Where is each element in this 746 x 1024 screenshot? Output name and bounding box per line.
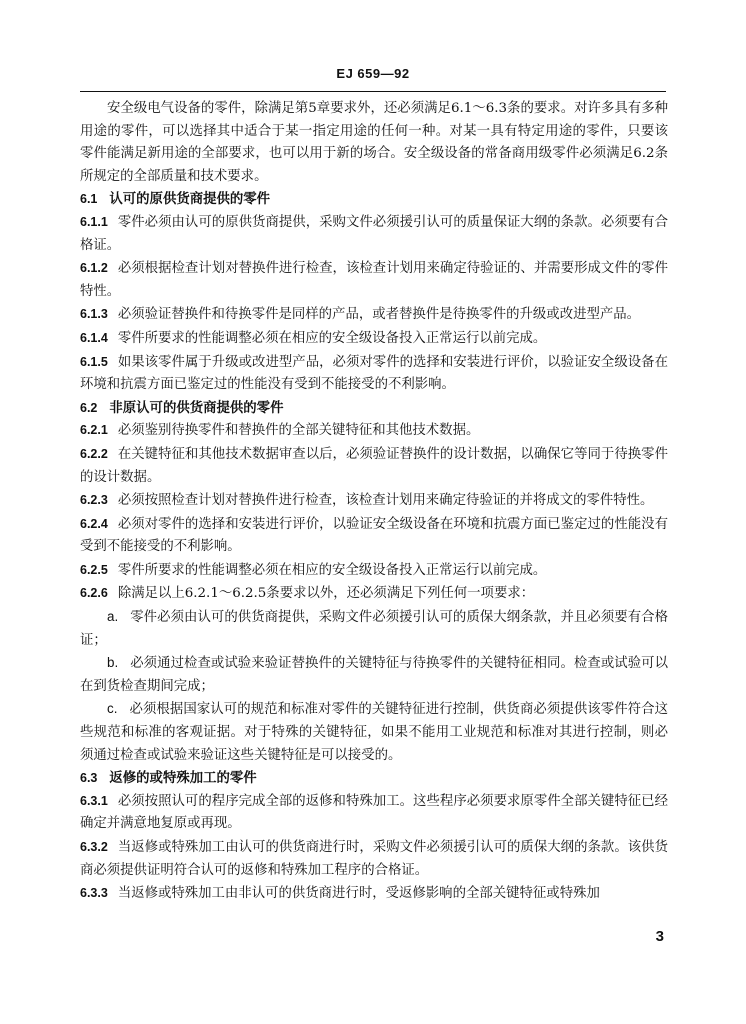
list-item-c bbox=[80, 698, 668, 767]
clause-6-1-1 bbox=[80, 211, 668, 257]
clause-text: 零件所要求的性能调整必须在相应的安全级设备投入正常运行以前完成。 bbox=[117, 562, 547, 578]
section-6-2-heading bbox=[80, 397, 668, 420]
clause-text: 当返修或特殊加工由认可的供货商进行时，采购文件必须援引认可的质保大纲的条款。该供货商必须提供证明符合认可的返修和特殊加工程序的合格证。 bbox=[80, 840, 668, 878]
clause-number: 6.2.3 bbox=[80, 493, 108, 508]
clause-number: 6.2.5 bbox=[80, 562, 108, 577]
clause-6-3-3 bbox=[80, 882, 668, 906]
clause-number: 6.1.5 bbox=[80, 354, 108, 369]
clause-number: 6.3.1 bbox=[80, 793, 108, 808]
section-number: 6.2 bbox=[80, 400, 98, 415]
section-number: 6.1 bbox=[80, 192, 98, 207]
clause-6-1-4 bbox=[80, 327, 668, 351]
clause-number: 6.1.2 bbox=[80, 261, 108, 276]
clause-6-1-2 bbox=[80, 257, 668, 303]
clause-text: 零件所要求的性能调整必须在相应的安全级设备投入正常运行以前完成。 bbox=[117, 330, 547, 346]
clause-6-2-5 bbox=[80, 559, 668, 583]
item-label: c. bbox=[107, 701, 118, 717]
item-label: a. bbox=[107, 609, 119, 625]
intro-paragraph: 安全级电气设备的零件，除满足第5章要求外，还必须满足6.1～6.3条的要求。对许多具有多种用途的零件，可以选择其中适合于某一指定用途的任何一种。对某一具有特定用途的零件，只要该零件能满足新用途的全部要求，也可以用于新的场合。安全级设备的常备商用级零件必须满足6.2条所规定的全部质量和技术要求。 bbox=[80, 101, 668, 184]
section-number: 6.3 bbox=[80, 771, 98, 786]
document-body bbox=[80, 98, 668, 906]
item-label: b. bbox=[107, 655, 119, 671]
clause-number: 6.2.1 bbox=[80, 423, 108, 438]
clause-number: 6.2.4 bbox=[80, 516, 108, 531]
clause-number: 6.2.6 bbox=[80, 586, 108, 601]
clause-number: 6.1.3 bbox=[80, 307, 108, 322]
clause-number: 6.1.1 bbox=[80, 214, 108, 229]
clause-6-2-4 bbox=[80, 513, 668, 559]
section-title: 返修的或特殊加工的零件 bbox=[109, 770, 257, 787]
clause-number: 6.2.2 bbox=[80, 446, 108, 461]
list-item-a bbox=[80, 606, 668, 652]
clause-text: 如果该零件属于升级或改进型产品，必须对零件的选择和安装进行评价，以验证安全级设备在环境和抗震方面已鉴定过的性能没有受到不能接受的不利影响。 bbox=[80, 354, 668, 393]
section-6-1-heading bbox=[80, 188, 668, 211]
item-text: 零件必须由认可的供货商提供，采购文件必须援引认可的质保大纲条款，并且必须要有合格证； bbox=[80, 610, 668, 648]
section-title: 认可的原供货商提供的零件 bbox=[109, 191, 271, 208]
clause-6-2-3 bbox=[80, 489, 668, 513]
document-code-header: EJ 659—92 bbox=[336, 66, 410, 81]
list-item-b bbox=[80, 652, 668, 698]
clause-text: 必须鉴别待换零件和替换件的全部关键特征和其他技术数据。 bbox=[117, 423, 480, 439]
clause-text: 必须对零件的选择和安装进行评价，以验证安全级设备在环境和抗震方面已鉴定过的性能没有受到不能接受的不利影响。 bbox=[80, 516, 668, 555]
clause-6-1-5 bbox=[80, 351, 668, 397]
clause-6-2-1 bbox=[80, 419, 668, 443]
clause-6-3-2 bbox=[80, 836, 668, 882]
clause-text: 必须按照认可的程序完成全部的返修和特殊加工。这些程序必须要求原零件全部关键特征已经确定并满意地复原或再现。 bbox=[80, 793, 668, 832]
clause-text: 在关键特征和其他技术数据审查以后，必须验证替换件的设计数据，以确保它等同于待换零件的设计数据。 bbox=[80, 446, 668, 485]
clause-text: 零件必须由认可的原供货商提供，采购文件必须援引认可的质量保证大纲的条款。必须要有合格证。 bbox=[80, 214, 668, 253]
header-rule bbox=[80, 91, 666, 92]
clause-6-1-3 bbox=[80, 303, 668, 327]
clause-text: 必须按照检查计划对替换件进行检查，该检查计划用来确定待验证的并将成文的零件特性。 bbox=[117, 493, 654, 509]
clause-6-2-2 bbox=[80, 443, 668, 489]
clause-6-2-6 bbox=[80, 582, 668, 606]
clause-number: 6.1.4 bbox=[80, 330, 108, 345]
clause-number: 6.3.2 bbox=[80, 840, 108, 854]
clause-text: 必须验证替换件和待换零件是同样的产品，或者替换件是待换零件的升级或改进型产品。 bbox=[117, 307, 641, 323]
item-text: 必须根据国家认可的规范和标准对零件的关键特征进行控制，供货商必须提供该零件符合这些规范和标准的客观证据。对于特殊的关键特征，如果不能用工业规范和标准对其进行控制，则必须通过检查或试验来验证这些关键特征是可以接受的。 bbox=[80, 702, 668, 763]
item-text: 必须通过检查或试验来验证替换件的关键特征与待换零件的关键特征相同。检查或试验可以在到货检查期间完成； bbox=[80, 656, 668, 694]
page-number: 3 bbox=[655, 928, 664, 945]
clause-text: 当返修或特殊加工由非认可的供货商进行时，受返修影响的全部关键特征或特殊加 bbox=[117, 886, 600, 902]
clause-6-3-1 bbox=[80, 790, 668, 836]
section-6-3-heading bbox=[80, 767, 668, 790]
section-title: 非原认可的供货商提供的零件 bbox=[109, 399, 284, 416]
clause-text: 必须根据检查计划对替换件进行检查，该检查计划用来确定待验证的、并需要形成文件的零件特性。 bbox=[80, 261, 668, 299]
clause-number: 6.3.3 bbox=[80, 886, 108, 901]
clause-text: 除满足以上6.2.1～6.2.5条要求以外，还必须满足下列任何一项要求： bbox=[117, 586, 535, 602]
